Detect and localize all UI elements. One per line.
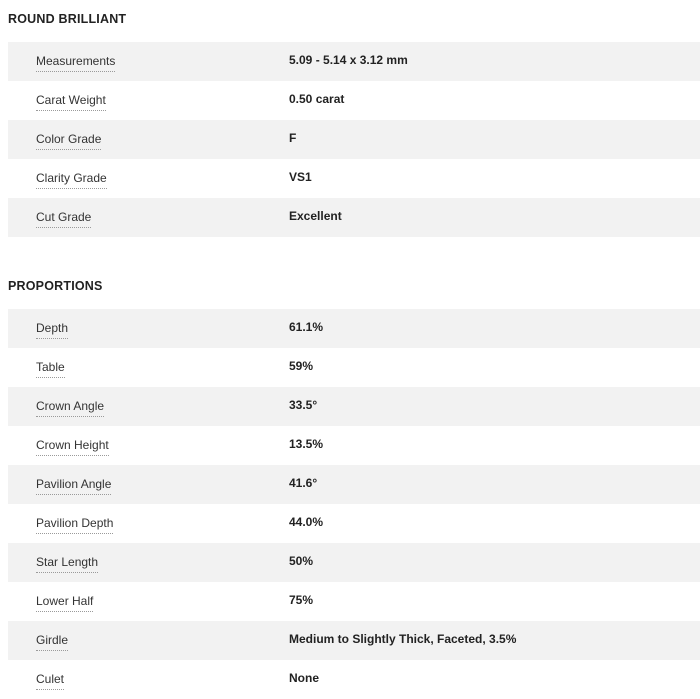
spec-value: 33.5° — [289, 398, 318, 412]
spec-value: F — [289, 131, 297, 145]
spec-value: Excellent — [289, 209, 342, 223]
spec-label[interactable]: Crown Height — [36, 438, 109, 456]
section-title-proportions: PROPORTIONS — [8, 279, 103, 293]
spec-value: 41.6° — [289, 476, 318, 490]
spec-label[interactable]: Girdle — [36, 633, 68, 651]
spec-row-measurements — [8, 42, 700, 81]
spec-row-crown-angle — [8, 387, 700, 426]
spec-row-culet — [8, 660, 700, 699]
spec-row-table — [8, 348, 700, 387]
spec-row-pavilion-angle — [8, 465, 700, 504]
spec-label[interactable]: Measurements — [36, 54, 115, 72]
spec-row-lower-half — [8, 582, 700, 621]
spec-value: 61.1% — [289, 320, 324, 334]
spec-label[interactable]: Cut Grade — [36, 210, 91, 228]
spec-label[interactable]: Pavilion Depth — [36, 516, 113, 534]
spec-label[interactable]: Table — [36, 360, 65, 378]
spec-value: 75% — [289, 593, 314, 607]
round-brilliant-spec-table — [8, 42, 700, 237]
section-title-round-brilliant: ROUND BRILLIANT — [8, 12, 127, 26]
spec-label[interactable]: Crown Angle — [36, 399, 104, 417]
spec-value: 59% — [289, 359, 314, 373]
spec-row-pavilion-depth — [8, 504, 700, 543]
spec-label[interactable]: Star Length — [36, 555, 98, 573]
spec-label[interactable]: Culet — [36, 672, 64, 690]
spec-label[interactable]: Carat Weight — [36, 93, 106, 111]
spec-row-depth — [8, 309, 700, 348]
spec-value: 0.50 carat — [289, 92, 345, 106]
spec-value: 50% — [289, 554, 314, 568]
spec-label[interactable]: Clarity Grade — [36, 171, 107, 189]
spec-row-cut-grade — [8, 198, 700, 237]
spec-value: 13.5% — [289, 437, 324, 451]
spec-label[interactable]: Lower Half — [36, 594, 93, 612]
spec-row-crown-height — [8, 426, 700, 465]
spec-label[interactable]: Color Grade — [36, 132, 101, 150]
spec-value: None — [289, 671, 319, 685]
spec-row-carat-weight — [8, 81, 700, 120]
spec-value: 5.09 - 5.14 x 3.12 mm — [289, 53, 408, 67]
spec-row-clarity-grade — [8, 159, 700, 198]
spec-value: VS1 — [289, 170, 312, 184]
spec-row-color-grade — [8, 120, 700, 159]
spec-row-star-length — [8, 543, 700, 582]
spec-label[interactable]: Pavilion Angle — [36, 477, 111, 495]
spec-value: Medium to Slightly Thick, Faceted, 3.5% — [289, 632, 517, 646]
spec-row-girdle — [8, 621, 700, 660]
proportions-spec-table — [8, 309, 700, 699]
spec-label[interactable]: Depth — [36, 321, 68, 339]
spec-value: 44.0% — [289, 515, 324, 529]
